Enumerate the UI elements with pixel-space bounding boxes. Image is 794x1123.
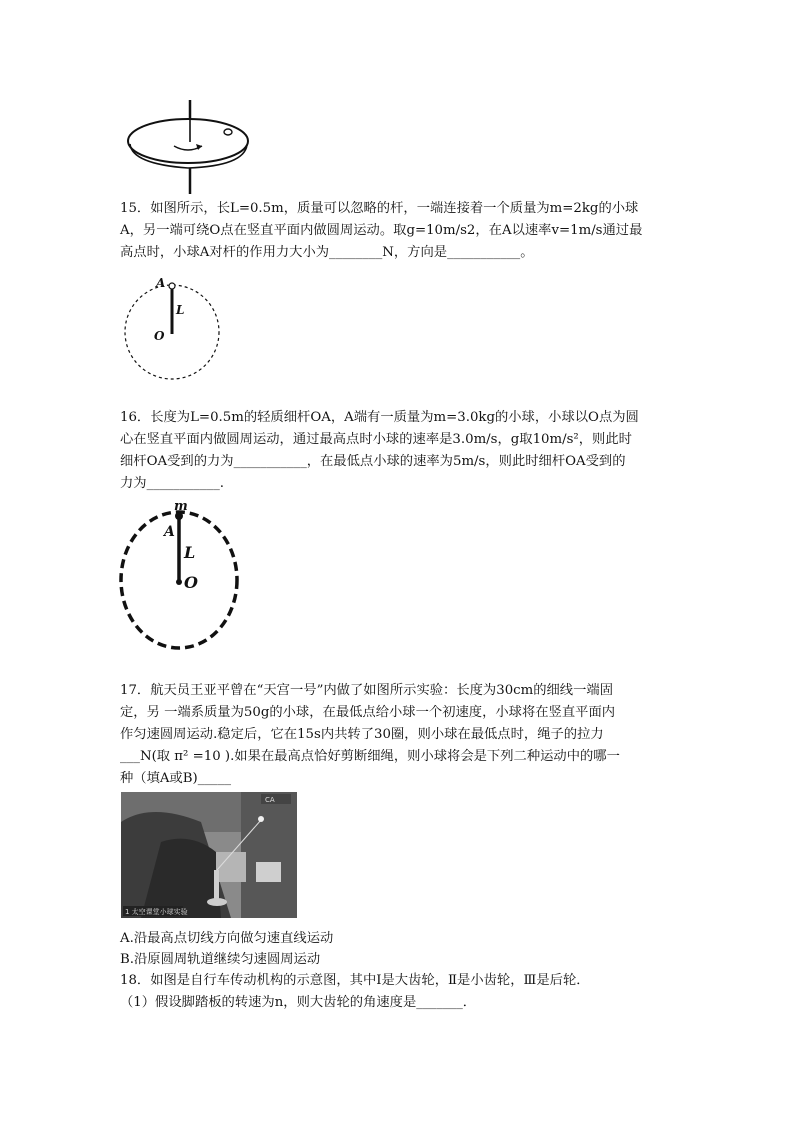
q17-line-5: 种（填A或B)_____: [120, 771, 231, 786]
q17-option-a: A.沿最高点切线方向做匀速直线运动: [120, 931, 334, 946]
q16-label-l: L: [184, 543, 196, 562]
q15-label-a: A: [156, 276, 166, 290]
q16-label-m: m: [174, 499, 188, 514]
photo-badge: CA: [265, 796, 275, 804]
q16-line-1: 16．长度为L=0.5m的轻质细杆OA，A端有一质量为m=3.0kg的小球，小球以O点为圆: [120, 410, 639, 425]
rotating-disc-figure: [124, 96, 254, 198]
astronaut-experiment-photo: [121, 792, 297, 918]
q16-label-a: A: [164, 524, 175, 540]
q15-line-1: 15．如图所示，长L=0.5m，质量可以忽略的杆，一端连接着一个质量为m=2kg的小球: [120, 201, 639, 216]
q15-circle-figure: [116, 272, 226, 388]
q17-line-2: 定，另 一端系质量为50g的小球，在最低点给小球一个初速度，小球将在竖直平面内: [120, 705, 616, 720]
q15-label-o: O: [154, 329, 165, 343]
q18-line-2: （1）假设脚踏板的转速为n，则大齿轮的角速度是_______．: [120, 995, 477, 1010]
q16-line-4: 力为___________.: [120, 476, 224, 491]
q18-line-1: 18．如图是自行车传动机构的示意图，其中Ⅰ是大齿轮，Ⅱ是小齿轮，Ⅲ是后轮．: [120, 973, 590, 988]
q17-line-3: 作匀速圆周运动.稳定后，它在15s内共转了30圈，则小球在最低点时，绳子的拉力: [120, 727, 604, 742]
q15-line-3: 高点时，小球A对杆的作用力大小为________N，方向是___________。: [120, 245, 534, 260]
q17-line-1: 17．航天员王亚平曾在“天宫一号”内做了如图所示实验：长度为30cm的细线一端固: [120, 683, 613, 698]
q16-line-3: 细杆OA受到的力为___________，在最低点小球的速率为5m/s，则此时细杆OA受到的: [120, 454, 626, 469]
q17-line-4: ___N(取 π² =10 ).如果在最高点恰好剪断细绳，则小球将会是下列二种运动中的哪一: [120, 749, 620, 764]
q16-circle-figure: [114, 496, 248, 658]
q16-line-2: 心在竖直平面内做圆周运动，通过最高点时小球的速率是3.0m/s，g取10m/s²，则此时: [120, 432, 632, 447]
q16-label-o: O: [184, 573, 198, 592]
photo-caption: 1 太空课堂小球实验: [125, 908, 188, 916]
q15-label-l: L: [176, 303, 185, 317]
q15-line-2: A，另一端可绕O点在竖直平面内做圆周运动。取g=10m/s2，在A以速率v=1m/s通过最: [120, 223, 643, 238]
q17-option-b: B.沿原圆周轨道继续匀速圆周运动: [120, 952, 321, 967]
